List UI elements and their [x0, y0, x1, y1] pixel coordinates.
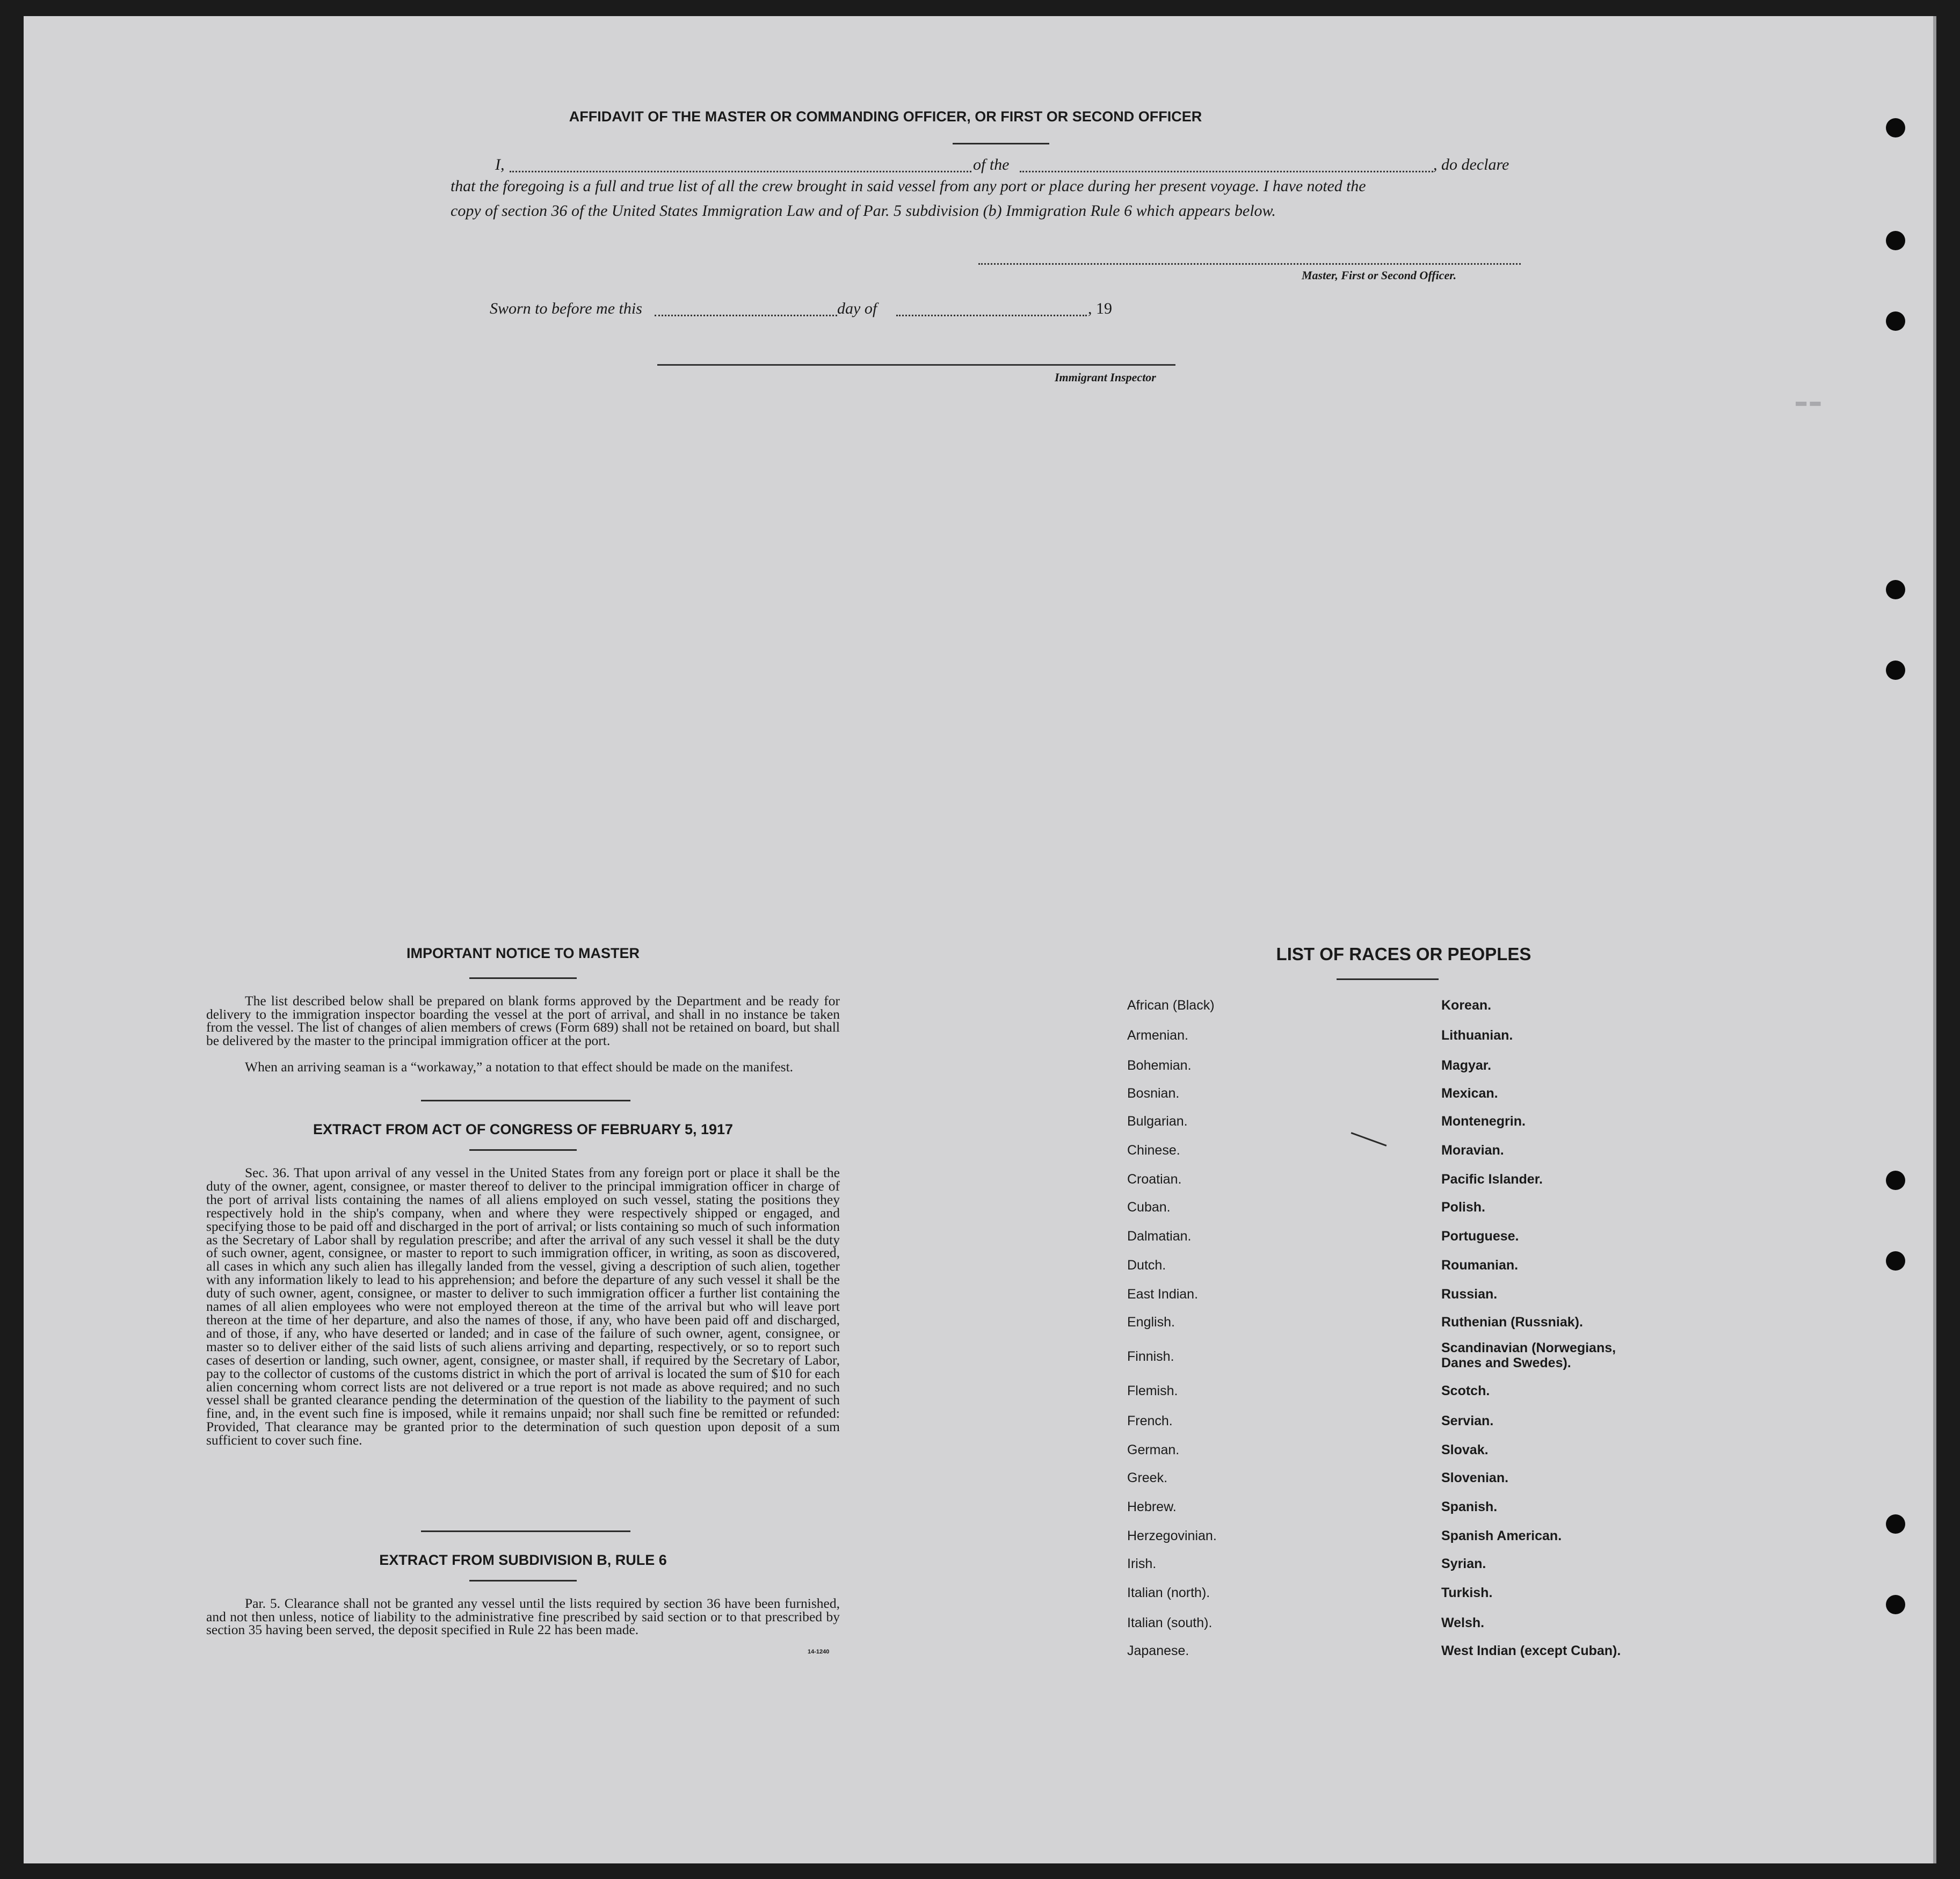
notice-body-1: The list described below shall be prepared on blank forms approved by the Department and be ready for delivery to the immigration inspector boarding the vessel at the port of arrival, and shall in no instance be taken from the vessel. The list of changes of alien members of crews (Form 689) shall not be retained on board, but shall be delivered by the master to the principal immigration officer at the port.	[206, 993, 840, 1048]
race-list-item: Spanish.	[1441, 1499, 1498, 1514]
act-underline	[469, 1149, 577, 1151]
rule-underline	[469, 1580, 577, 1581]
race-list-item: Turkish.	[1441, 1585, 1493, 1600]
race-list-item: Ruthenian (Russniak).	[1441, 1315, 1583, 1330]
notice-title: IMPORTANT NOTICE TO MASTER	[406, 945, 640, 961]
race-list-item: Magyar.	[1441, 1058, 1492, 1073]
punch-hole-icon	[1886, 1171, 1905, 1190]
punch-hole-icon	[1886, 231, 1905, 250]
race-list-item: Bulgarian.	[1127, 1114, 1188, 1129]
race-list-item: Cuban.	[1127, 1200, 1171, 1215]
punch-hole-icon	[1886, 1595, 1905, 1614]
race-list-item: Scandinavian (Norwegians, Danes and Swedes).	[1441, 1340, 1616, 1370]
stray-pen-mark	[1351, 1132, 1387, 1147]
race-list-item: Lithuanian.	[1441, 1028, 1513, 1043]
race-list-item: Montenegrin.	[1441, 1114, 1526, 1129]
day-of-label: day of	[837, 300, 877, 317]
race-list-item: Armenian.	[1127, 1028, 1188, 1043]
race-list-item: Korean.	[1441, 998, 1492, 1013]
race-list-item: Mexican.	[1441, 1086, 1498, 1101]
punch-hole-icon	[1886, 1251, 1905, 1271]
race-list-item: Croatian.	[1127, 1172, 1182, 1187]
year-label: , 19	[1088, 300, 1112, 317]
affidavit-i-label: I,	[495, 156, 505, 173]
form-number: 14-1240	[808, 1649, 830, 1655]
act-divider	[421, 1530, 630, 1532]
race-list-item: Greek.	[1127, 1470, 1168, 1485]
vessel-name-field[interactable]	[1020, 171, 1433, 172]
race-list-item: West Indian (except Cuban).	[1441, 1643, 1621, 1658]
inspector-signature-field[interactable]	[657, 364, 1175, 366]
affidavit-do-declare: , do declare	[1433, 156, 1509, 173]
title-underline	[953, 143, 1049, 144]
race-list-item: Portuguese.	[1441, 1229, 1519, 1244]
race-list-item: German.	[1127, 1442, 1180, 1457]
notice-divider	[421, 1100, 630, 1101]
race-list-item: Italian (south).	[1127, 1615, 1213, 1630]
race-list-item: Scotch.	[1441, 1383, 1490, 1398]
race-list-item: Servian.	[1441, 1413, 1494, 1428]
race-list-item: Syrian.	[1441, 1556, 1486, 1571]
punch-hole-icon	[1886, 661, 1905, 680]
affidavit-title: AFFIDAVIT OF THE MASTER OR COMMANDING OFFICER, OR FIRST OR SECOND OFFICER	[569, 108, 1202, 125]
race-list-item: Finnish.	[1127, 1349, 1174, 1364]
rule-body: Par. 5. Clearance shall not be granted any vessel until the lists required by section 36 have been furnished, and not then unless, notice of liability to the administrative fine prescribed by said section or to that prescribed by section 35 having been served, the deposit specified in Rule 22 has been made.	[206, 1595, 840, 1637]
punch-hole-icon	[1886, 311, 1905, 331]
punch-hole-icon	[1886, 580, 1905, 599]
races-title: LIST OF RACES OR PEOPLES	[1276, 944, 1531, 964]
sworn-day-field[interactable]	[655, 315, 837, 316]
document-page: ▬▬ AFFIDAVIT OF THE MASTER OR COMMANDING OFFICER, OR FIRST OR SECOND OFFICER I, of the , do declare that the foregoing is a full and true list of all the crew brought in said vessel from any port or place during her present voyage. I have noted the copy of section 36 of the United States Immigration Law and of Par. 5 subdivision (b) Immigration Rule 6 which appears below. Master, First or Second Officer. Sworn to before me this day of , 19 Immigrant Inspector IMPORTANT NOTICE TO MASTER The list described below shall be prepared on blank forms approved by the Department and be ready for delivery to the immigration inspector boarding the vessel at the port of arrival, and shall in no instance be taken from the vessel. The list of changes of alien members of crews (Form 689) shall not be retained on board, but shall be delivered by the master to the principal immigration officer at the port. When an arriving seaman is a “workaway,” a notation to that effect should be made on the manifest. EXTRACT FROM ACT OF CONGRESS OF FEBRUARY 5, 1917 Sec. 36. That upon arrival of any vessel in the United States from any foreign port or place it shall be the duty of the owner, agent, consignee, or master thereof to deliver to the principal immigration officer in charge of the port of arrival lists containing the names of all aliens employed on such vessel, stating the positions they respectively hold in the ship's company, when and where they were respectively shipped or engaged, and specifying those to be paid off and discharged in the port of arrival; or lists containing so much of such information as the Secretary of Labor shall by regulation prescribe; and after the arrival of any such vessel it shall be the duty of such owner, agent, consignee, or master to report to such immigration officer, in writing, as soon as discovered, all cases in which any such alien has illegally landed from the vessel, giving a description of such alien, together with any information likely to lead to his apprehension; and before the departure of any such vessel it shall be the duty of such owner, agent, consignee, or master to deliver to such immigration officer a further list containing the names of all alien employees who were not employed thereon at the time of the arrival but who will leave port thereon at the time of her departure, and also the names of those, if any, who have been paid off and discharged, and of those, if any, who have deserted or landed; and in case of the failure of such owner, agent, consignee, or master so to deliver either of the said lists of such aliens arriving and departing, respectively, or so to report such cases of desertion or landing, such owner, agent, consignee, or master shall, if required by the Secretary of Labor, pay to the collector of customs of the customs district in which the port of arrival is located the sum of $10 for each alien concerning whom correct lists are not delivered or a true report is not made as above required; and no such vessel shall be granted clearance pending the determination of the question of the liability to the payment of such fine, and, in the event such fine is imposed, while it remains unpaid; nor shall such fine be remitted or refunded: Provided, That clearance may be granted prior to the determination of such question upon deposit of a sum sufficient to cover such fine. EXTRACT FROM SUBDIVISION B, RULE 6 Par. 5. Clearance shall not be granted any vessel until the lists required by section 36 have been furnished, and not then unless, notice of liability to the administrative fine prescribed by said section or to that prescribed by section 35 having been served, the deposit specified in Rule 22 has been made. 14-1240 LIST OF RACES OR PEOPLES African (Black) Armenian. Bohemian. Bosnian. Bulgarian. Chinese. Croatian. Cuban. Dalmatian. Dutch. East Indian. English. Finnish. Flemish. French. German. Greek. Hebrew. Herzegovinian. Irish. Italian (north). Italian (south). Japanese. Korean. Lithuanian. Magyar. Mexican. Montenegrin. Moravian. Pacific Islander. Polish. Portuguese. Roumanian. Russian. Ruthenian (Russniak). Scandinavian (Norwegians, Danes and Swedes). Scotch. Servian. Slovak. Slovenian. Spanish. Spanish American. Syrian. Turkish. Welsh. West Indian (except Cuban).	[24, 16, 1936, 1863]
sworn-month-field[interactable]	[896, 315, 1087, 316]
race-list-item: Italian (north).	[1127, 1585, 1210, 1600]
officer-name-field[interactable]	[510, 171, 971, 172]
race-list-item: Roumanian.	[1441, 1258, 1519, 1273]
race-list-item: French.	[1127, 1413, 1173, 1428]
race-list-item: Slovak.	[1441, 1442, 1489, 1457]
race-list-item: Bosnian.	[1127, 1086, 1180, 1101]
race-list-item: Welsh.	[1441, 1615, 1485, 1630]
race-list-item: Dalmatian.	[1127, 1229, 1192, 1244]
sworn-label: Sworn to before me this	[490, 300, 642, 317]
master-signature-field[interactable]	[978, 263, 1521, 265]
race-list-item: Dutch.	[1127, 1258, 1166, 1273]
punch-hole-icon	[1886, 1514, 1905, 1534]
race-list-item: Spanish American.	[1441, 1528, 1562, 1543]
race-list-item: Pacific Islander.	[1441, 1172, 1543, 1187]
notice-underline	[469, 977, 577, 979]
race-list-item: Moravian.	[1441, 1143, 1504, 1158]
races-underline	[1337, 978, 1439, 980]
affidavit-line-2: that the foregoing is a full and true list of all the crew brought in said vessel from any port or place during her present voyage. I have noted the	[451, 177, 1366, 195]
race-list-item: Japanese.	[1127, 1643, 1189, 1658]
race-list-item: Russian.	[1441, 1287, 1498, 1302]
master-signature-label: Master, First or Second Officer.	[1302, 269, 1457, 282]
race-list-item: English.	[1127, 1315, 1175, 1330]
race-list-item: African (Black)	[1127, 998, 1215, 1013]
race-list-item: Flemish.	[1127, 1383, 1178, 1398]
inspector-label: Immigrant Inspector	[1055, 371, 1156, 384]
act-body: Sec. 36. That upon arrival of any vessel in the United States from any foreign port or place it shall be the duty of the owner, agent, consignee, or master thereof to deliver to the principal immigration officer in charge of the port of arrival lists containing the names of all aliens employed on such vessel, stating the positions they respectively hold in the ship's company, when and where they were respectively shipped or engaged, and specifying those to be paid off and discharged in the port of arrival; or lists containing so much of such information as the Secretary of Labor shall by regulation prescribe; and after the arrival of any such vessel it shall be the duty of such owner, agent, consignee, or master to report to such immigration officer, in writing, as soon as discovered, all cases in which any such alien has illegally landed from the vessel, giving a description of such alien, together with any information likely to lead to his apprehension; and before the departure of any such vessel it shall be the duty of such owner, agent, consignee, or master to deliver to such immigration officer a further list containing the names of all alien employees who were not employed thereon at the time of the arrival but who will leave port thereon at the time of her departure, and also the names of those, if any, who have been paid off and discharged, and of those, if any, who have deserted or landed; and in case of the failure of such owner, agent, consignee, or master so to deliver either of the said lists of such aliens arriving and departing, respectively, or so to report such cases of desertion or landing, such owner, agent, consignee, or master shall, if required by the Secretary of Labor, pay to the collector of customs of the customs district in which the port of arrival is located the sum of $10 for each alien concerning whom correct lists are not delivered or a true report is not made as above required; and no such vessel shall be granted clearance pending the determination of the question of the liability to the payment of such fine, and, in the event such fine is imposed, while it remains unpaid; nor shall such fine be remitted or refunded: Provided, That clearance may be granted prior to the determination of such question upon deposit of a sum sufficient to cover such fine.	[206, 1165, 840, 1448]
rule-title: EXTRACT FROM SUBDIVISION B, RULE 6	[379, 1552, 667, 1568]
punch-hole-icon	[1886, 118, 1905, 137]
race-list-item: Chinese.	[1127, 1143, 1180, 1158]
race-list-item: Polish.	[1441, 1200, 1485, 1215]
race-list-item: Bohemian.	[1127, 1058, 1192, 1073]
affidavit-line-3: copy of section 36 of the United States Immigration Law and of Par. 5 subdivision (b) Immigration Rule 6 which appears below.	[451, 202, 1276, 220]
race-list-item: Irish.	[1127, 1556, 1157, 1571]
race-list-item: East Indian.	[1127, 1287, 1199, 1302]
race-list-item: Herzegovinian.	[1127, 1528, 1217, 1543]
notice-body-2: When an arriving seaman is a “workaway,” a notation to that effect should be made on the manifest.	[245, 1059, 794, 1075]
act-title: EXTRACT FROM ACT OF CONGRESS OF FEBRUARY 5, 1917	[313, 1121, 734, 1137]
race-list-item: Slovenian.	[1441, 1470, 1509, 1485]
race-list-item: Hebrew.	[1127, 1499, 1177, 1514]
affidavit-of-the: of the	[973, 156, 1010, 173]
